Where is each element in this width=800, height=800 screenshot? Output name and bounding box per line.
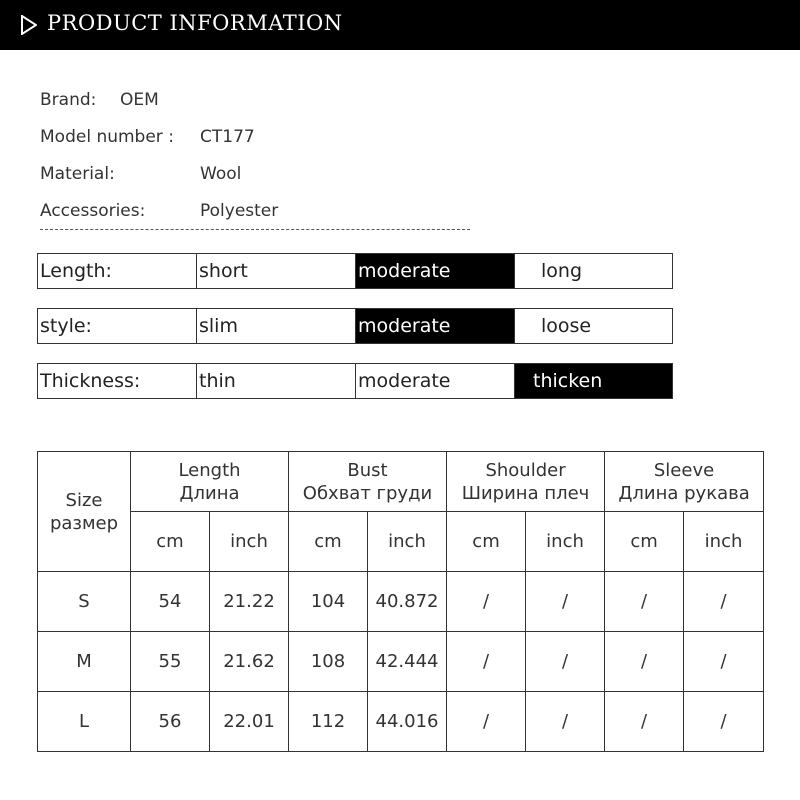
size-header-ru: размер xyxy=(49,512,119,534)
table-header-row xyxy=(38,452,764,512)
group-header-bust xyxy=(289,452,447,512)
size-header-cell xyxy=(38,452,131,572)
value-cell: 21.62 xyxy=(210,632,289,692)
info-label: Material: xyxy=(40,164,115,184)
unit-cell: cm xyxy=(131,512,210,572)
attribute-option-selected: moderate xyxy=(356,309,515,343)
group-header-ru: Ширина плеч xyxy=(461,482,590,504)
attribute-option: slim xyxy=(197,309,356,343)
table-row xyxy=(38,632,764,692)
attribute-option-selected: moderate xyxy=(356,254,515,288)
group-header-ru: Длина xyxy=(179,482,240,504)
group-header-en: Bust xyxy=(347,459,388,481)
attribute-option: short xyxy=(197,254,356,288)
value-cell: 54 xyxy=(131,572,210,632)
info-label: Model number : xyxy=(40,127,174,147)
info-label: Brand: xyxy=(40,90,97,110)
value-cell: / xyxy=(684,632,764,692)
unit-cell: cm xyxy=(605,512,684,572)
attribute-row-thickness xyxy=(37,363,673,399)
attribute-option: moderate xyxy=(356,364,515,398)
table-row xyxy=(38,572,764,632)
header-banner xyxy=(0,0,800,50)
value-cell: 40.872 xyxy=(368,572,447,632)
size-cell: S xyxy=(38,572,131,632)
value-cell: 104 xyxy=(289,572,368,632)
group-header-sleeve xyxy=(605,452,764,512)
group-header-ru: Длина рукава xyxy=(618,482,750,504)
value-cell: / xyxy=(684,572,764,632)
value-cell: / xyxy=(526,632,605,692)
value-cell: 44.016 xyxy=(368,692,447,752)
attribute-option-selected: thicken xyxy=(515,364,672,398)
unit-header-row xyxy=(38,512,764,572)
value-cell: / xyxy=(447,632,526,692)
unit-cell: cm xyxy=(289,512,368,572)
group-header-en: Length xyxy=(178,459,241,481)
size-cell: L xyxy=(38,692,131,752)
dashed-divider xyxy=(40,229,470,230)
group-header-shoulder xyxy=(447,452,605,512)
group-header-en: Sleeve xyxy=(653,459,715,481)
attribute-option: loose xyxy=(541,315,592,337)
info-value: OEM xyxy=(120,90,159,110)
value-cell: 108 xyxy=(289,632,368,692)
attribute-label: Length: xyxy=(38,254,197,288)
info-value: Wool xyxy=(200,164,242,184)
size-cell: M xyxy=(38,632,131,692)
unit-cell: cm xyxy=(447,512,526,572)
unit-cell: inch xyxy=(526,512,605,572)
attribute-option: thin xyxy=(197,364,356,398)
value-cell: / xyxy=(447,572,526,632)
size-chart-table xyxy=(37,451,764,752)
value-cell: 21.22 xyxy=(210,572,289,632)
value-cell: / xyxy=(684,692,764,752)
attribute-row-style xyxy=(37,308,673,344)
value-cell: 112 xyxy=(289,692,368,752)
info-label: Accessories: xyxy=(40,201,146,221)
value-cell: 56 xyxy=(131,692,210,752)
value-cell: / xyxy=(605,692,684,752)
value-cell: 55 xyxy=(131,632,210,692)
value-cell: / xyxy=(526,692,605,752)
value-cell: / xyxy=(447,692,526,752)
group-header-en: Shoulder xyxy=(485,459,566,481)
info-value: Polyester xyxy=(200,201,279,221)
attribute-option: long xyxy=(541,260,583,282)
value-cell: 22.01 xyxy=(210,692,289,752)
value-cell: / xyxy=(605,572,684,632)
unit-cell: inch xyxy=(368,512,447,572)
section-title: PRODUCT INFORMATION xyxy=(47,11,343,35)
group-header-ru: Обхват груди xyxy=(302,482,433,504)
value-cell: / xyxy=(526,572,605,632)
attribute-row-length xyxy=(37,253,673,289)
value-cell: 42.444 xyxy=(368,632,447,692)
info-value: CT177 xyxy=(200,127,255,147)
value-cell: / xyxy=(605,632,684,692)
play-triangle-icon xyxy=(21,15,37,35)
size-header-en: Size xyxy=(65,489,103,511)
unit-cell: inch xyxy=(210,512,289,572)
unit-cell: inch xyxy=(684,512,764,572)
attribute-label: style: xyxy=(38,309,197,343)
group-header-length xyxy=(131,452,289,512)
table-row xyxy=(38,692,764,752)
attribute-label: Thickness: xyxy=(38,364,197,398)
